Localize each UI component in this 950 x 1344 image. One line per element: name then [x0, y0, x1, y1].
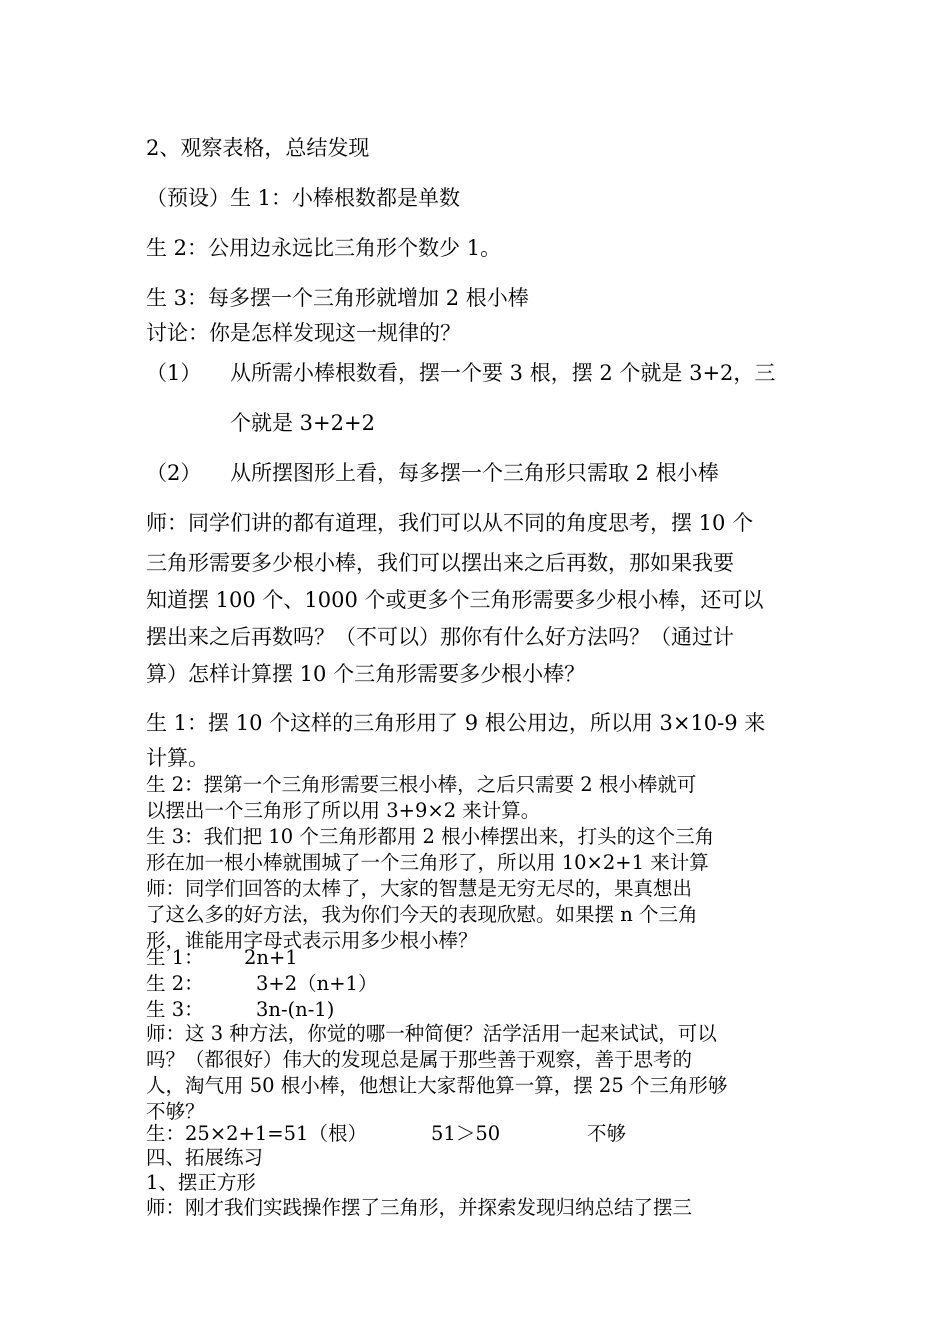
text-line: 师：同学们讲的都有道理，我们可以从不同的角度思考，摆 10 个	[146, 511, 754, 535]
list-item-continuation: 个就是 3+2+2	[230, 411, 375, 435]
text-line: 知道摆 100 个、1000 个或更多个三角形需要多少根小棒，还可以	[146, 588, 764, 612]
answer-label: 生 1：	[146, 946, 204, 969]
text-line: 三角形需要多少根小棒，我们可以摆出来之后再数，那如果我要	[146, 551, 734, 575]
text-line: 师：刚才我们实践操作摆了三角形，并探索发现归纳总结了摆三	[146, 1196, 693, 1219]
section-heading-observe-table: 2、观察表格，总结发现	[146, 136, 370, 160]
section-heading-extension: 四、拓展练习	[146, 1146, 264, 1169]
text-line: 吗？（都很好）伟大的发现总是属于那些善于观察，善于思考的	[146, 1048, 693, 1071]
text-line: 以摆出一个三角形了所以用 3+9×2 来计算。	[146, 799, 541, 822]
text-line: 形在加一根小棒就围城了一个三角形了，所以用 10×2+1 来计算	[146, 851, 709, 874]
answer-formula: 3+2（n+1）	[256, 972, 378, 995]
text-line: 生 1：摆 10 个这样的三角形用了 9 根公用边，所以用 3×10-9 来	[146, 711, 766, 735]
list-marker: （1）	[146, 361, 202, 385]
text-line: 生 3：我们把 10 个三角形都用 2 根小棒摆出来，打头的这个三角	[146, 825, 715, 848]
answer-formula: 3n-(n-1)	[256, 998, 335, 1021]
text-line: 形，谁能用字母式表示用多少根小棒？	[146, 929, 478, 952]
list-item-text: 从所需小棒根数看，摆一个要 3 根，摆 2 个就是 3+2，三	[230, 361, 776, 385]
text-line: 生 3：每多摆一个三角形就增加 2 根小棒	[146, 286, 529, 310]
text-line: 计算。	[146, 746, 209, 770]
text-line: 不够？	[146, 1100, 205, 1123]
comparison: 51＞50	[431, 1122, 501, 1145]
answer-label: 生 3：	[146, 998, 204, 1021]
text-line: 生 2：公用边永远比三角形个数少 1。	[146, 236, 502, 260]
conclusion: 不够	[587, 1122, 627, 1145]
text-line: 了这么多的好方法，我为你们今天的表现欣慰。如果摆 n 个三角	[146, 903, 698, 926]
text-line: （预设）生 1：小棒根数都是单数	[146, 186, 461, 210]
text-line: 生 2：摆第一个三角形需要三根小棒，之后只需要 2 根小棒就可	[146, 773, 697, 796]
answer-formula: 2n+1	[244, 946, 298, 969]
text-line: 讨论：你是怎样发现这一规律的？	[146, 321, 461, 345]
text-line: 师：这 3 种方法，你觉的哪一种简便？活学活用一起来试试，可以	[146, 1022, 717, 1045]
text-line: 师：同学们回答的太棒了，大家的智慧是无穷无尽的，果真想出	[146, 877, 693, 900]
subheading-square: 1、摆正方形	[146, 1171, 256, 1194]
answer-label: 生 2：	[146, 972, 204, 995]
calculation: 生：25×2+1=51（根）	[146, 1122, 367, 1145]
list-item-text: 从所摆图形上看，每多摆一个三角形只需取 2 根小棒	[230, 461, 719, 485]
text-line: 人，淘气用 50 根小棒，他想让大家帮他算一算，摆 25 个三角形够	[146, 1074, 728, 1097]
text-line: 算）怎样计算摆 10 个三角形需要多少根小棒？	[146, 662, 586, 686]
list-marker: （2）	[146, 461, 202, 485]
text-line: 摆出来之后再数吗？（不可以）那你有什么好方法吗？（通过计	[146, 625, 734, 649]
